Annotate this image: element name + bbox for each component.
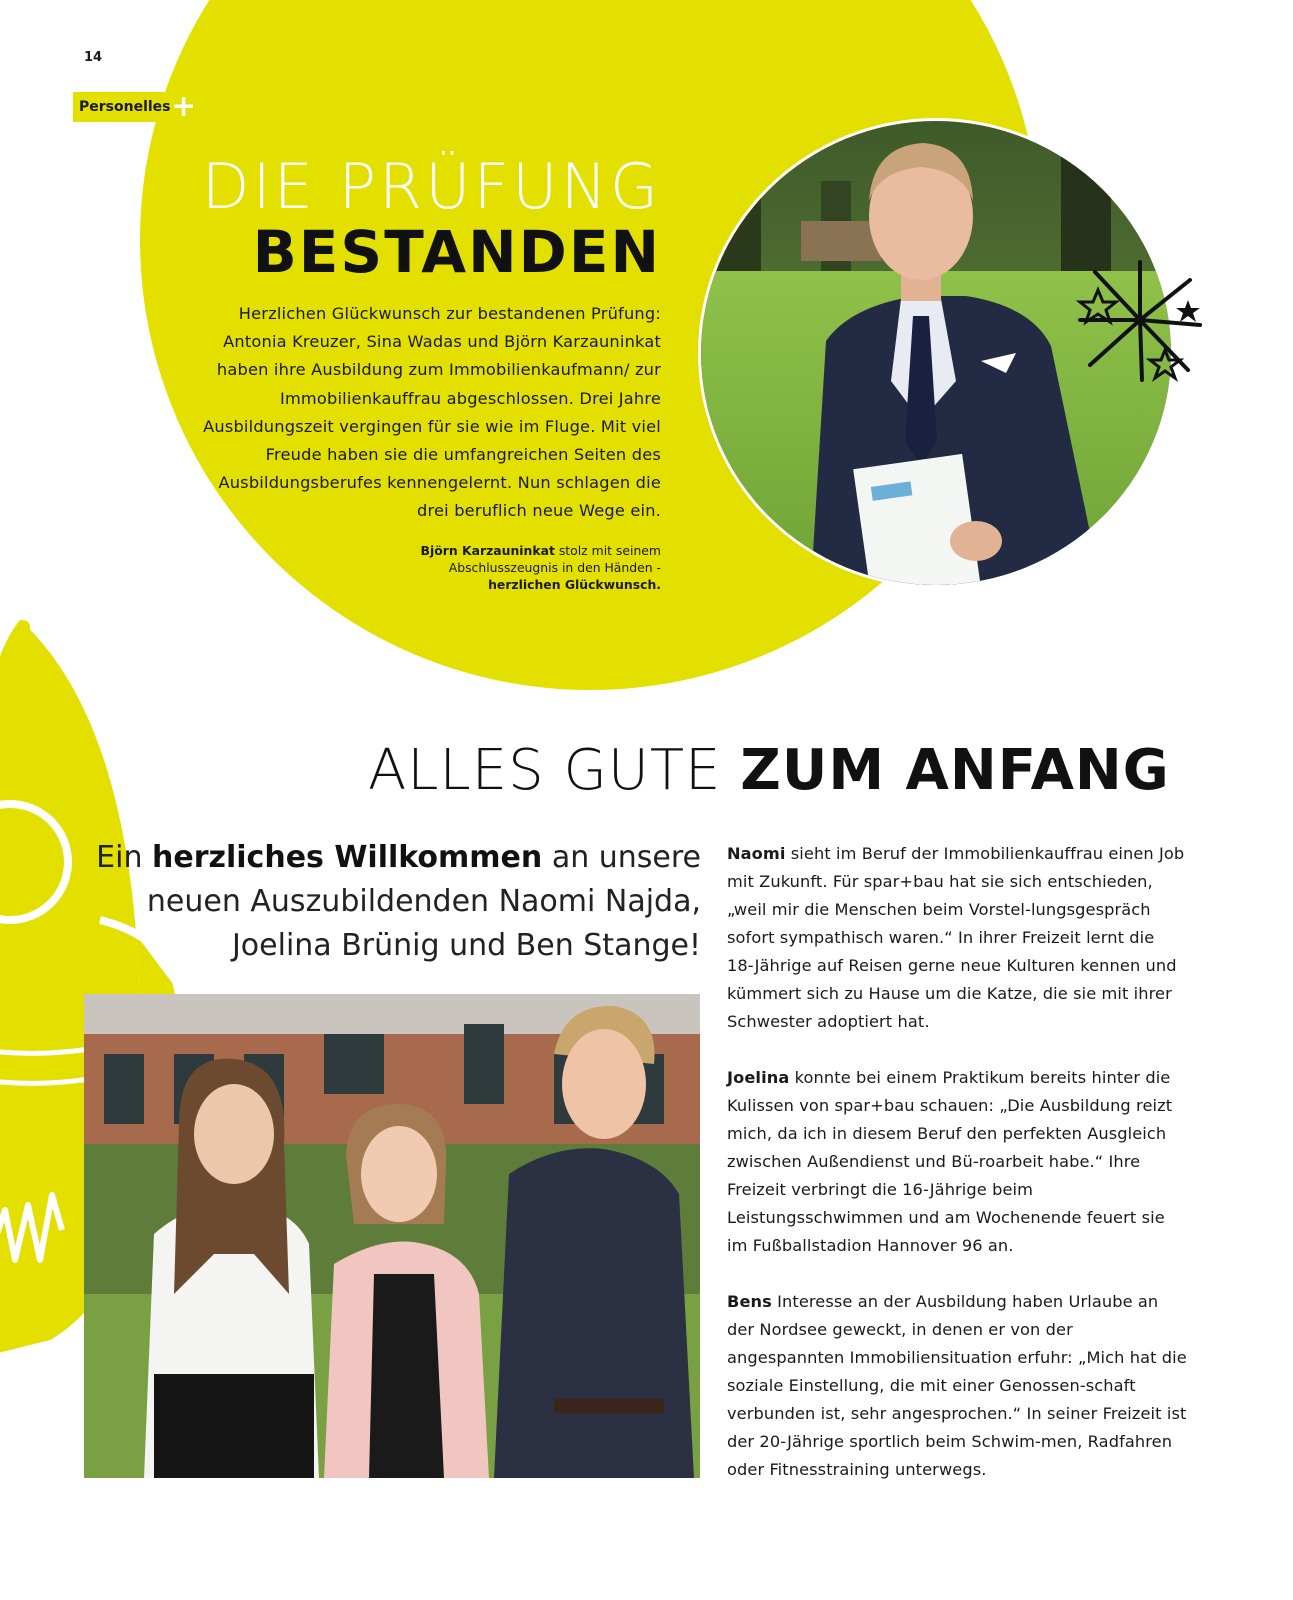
caption-name: Björn Karzauninkat xyxy=(420,543,555,558)
text-naomi: sieht im Beruf der Immobilienkauffrau einen Job mit Zukunft. Für spar+bau hat sie sich entschieden, „weil mir die Menschen beim Vorstel-lungsgespräch sofort sympathisch waren.“ In ihrer Freizeit lernt die 18-Jährige auf Reisen gerne neue Kulturen kennen und kümmert sich zu Hause um die Katze, die sie mit ihrer Schwester adoptiert hat. xyxy=(727,844,1185,1031)
welcome-title-light: ALLES GUTE xyxy=(368,738,722,803)
exam-intro-text: Herzlichen Glückwunsch zur bestandenen Prüfung: Antonia Kreuzer, Sina Wadas und Björn Karzauninkat haben ihre Ausbildung zum Immobilienkaufmann/ zur Immobilienkauffrau abgeschlossen. Drei Jahre Ausbildungszeit vergingen für sie wie im Fluge. Mit viel Freude haben sie die umfangreichen Seiten des Ausbildungsberufes kennengelernt. Nun schlagen die drei beruflich neue Wege ein. xyxy=(203,304,661,521)
page-number: 14 xyxy=(84,50,103,65)
photo-caption xyxy=(381,542,661,593)
name-ben: Bens xyxy=(727,1292,772,1311)
lead-post: an unsere neuen Auszubildenden Naomi Najda, Joelina Brünig und Ben Stange! xyxy=(146,840,701,963)
paragraph-ben xyxy=(727,1288,1187,1484)
firework-icon xyxy=(1070,250,1210,390)
caption-end: herzlichen Glückwunsch. xyxy=(488,577,661,592)
exam-title-light: DIE PRÜFUNG xyxy=(201,150,661,223)
newcomers-text xyxy=(727,840,1187,1512)
text-ben: Interesse an der Ausbildung haben Urlaube an der Nordsee geweckt, in denen er von der angespannten Immobiliensituation erfuhr: „Mich hat die soziale Einstellung, die mit einer Genossen-schaft verbunden ist, sehr angesprochen.“ In seiner Freizeit ist der 20-Jährige sportlich beim Schwim-men, Radfahren oder Fitnesstraining unterwegs. xyxy=(727,1292,1187,1479)
lead-bold: herzliches Willkommen xyxy=(152,840,543,875)
section-label: Personelles xyxy=(73,92,201,122)
plus-icon: + xyxy=(171,89,197,124)
welcome-lead xyxy=(61,836,701,968)
name-joelina: Joelina xyxy=(727,1068,790,1087)
text-joelina: konnte bei einem Praktikum bereits hinter die Kulissen von spar+bau schauen: „Die Ausbildung reizt mich, da ich in diesem Beruf den perfekten Ausgleich zwischen Außendienst und Bü-roarbeit habe.“ Ihre Freizeit verbringt die 16-Jährige beim Leistungsschwimmen und am Wochenende feuert sie im Fußballstadion Hannover 96 an. xyxy=(727,1068,1173,1255)
group-photo xyxy=(84,994,700,1478)
welcome-title-bold: ZUM ANFANG xyxy=(740,738,1170,803)
welcome-title xyxy=(368,738,1170,803)
exam-title-bold: BESTANDEN xyxy=(252,218,661,286)
paragraph-joelina xyxy=(727,1064,1187,1260)
paragraph-naomi xyxy=(727,840,1187,1036)
lead-pre: Ein xyxy=(96,840,143,875)
name-naomi: Naomi xyxy=(727,844,786,863)
caption-middle: stolz mit seinem Abschlusszeugnis in den Händen - xyxy=(448,543,661,575)
